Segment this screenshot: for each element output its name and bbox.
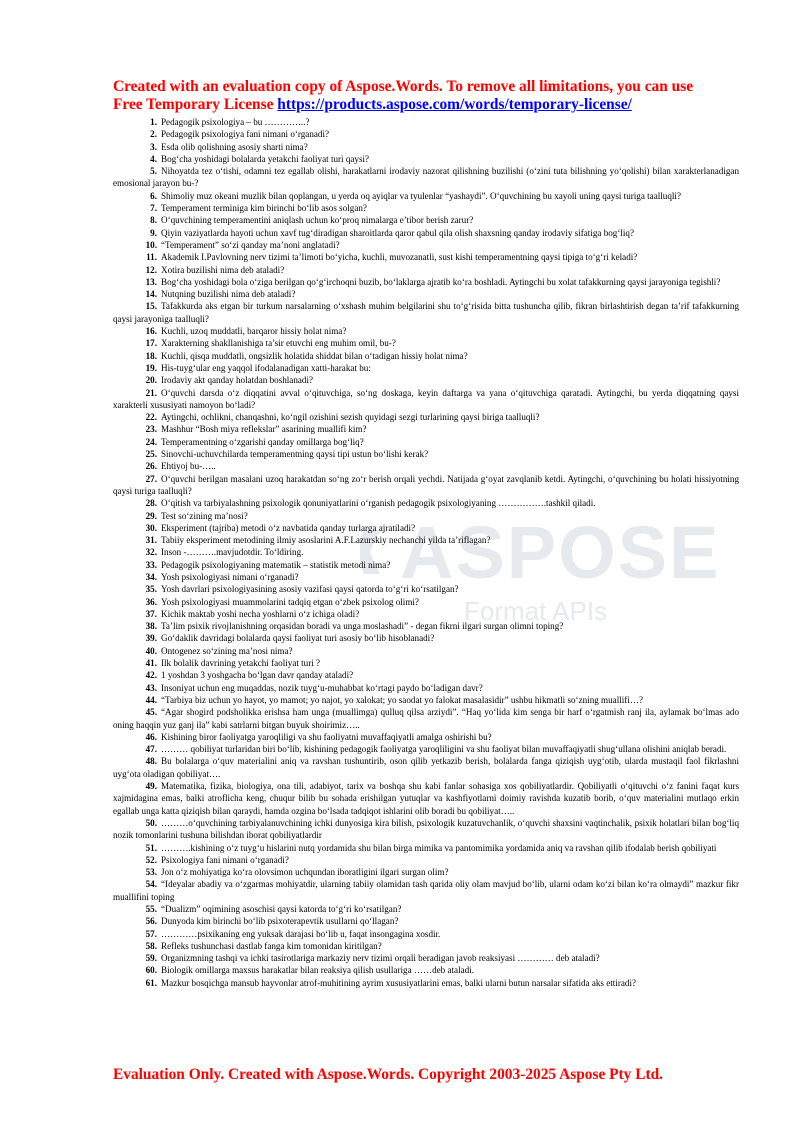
evaluation-notice: Created with an evaluation copy of Aspose.Words. To remove all limitations, you can use Free Temporary License: [113, 78, 694, 113]
question-item: [113, 977, 739, 989]
question-item: [113, 374, 739, 386]
question-item: [113, 350, 739, 362]
question-item: [113, 214, 739, 226]
question-item: [113, 497, 739, 509]
question-text: Nihoyatda tez oʻtishi, odamni tez egallab olishi, harakatlarni irodaviy nazorat qilishning buzilishi (oʻzini tuta bilishning yoʻqolishi) bilan xarakterlanadigan emosional jarayon bu-?: [113, 166, 739, 189]
question-text: …………psixikaning eng yuksak darajasi boʻlib u, faqat insongagina xosdir.: [161, 928, 441, 939]
question-item: [113, 546, 739, 558]
question-number: 21.: [145, 387, 157, 398]
question-number: 47.: [145, 744, 157, 755]
question-number: 1.: [150, 117, 157, 127]
question-number: 48.: [145, 756, 157, 767]
question-text: Biologik omillarga maxsus harakatlar bilan reaksiya qilish usullariga ……deb ataladi.: [161, 965, 474, 976]
question-text: Kichik maktab yoshi necha yoshlarni oʻz ichiga oladi?: [161, 608, 360, 619]
question-number: 16.: [145, 326, 157, 337]
question-number: 12.: [145, 264, 157, 275]
question-text: Yosh psixologiyasi muammolarini tadqiq etgan oʻzbek psixolog olimi?: [161, 596, 419, 607]
question-text: Insoniyat uchun eng muqaddas, nozik tuygʻu-muhabbat koʻrtagi paydo boʻladigan davr?: [161, 682, 483, 693]
question-text: Kuchli, qisqa muddatli, ongsizlik holatida shiddat bilan oʻtadigan hissiy holat nima?: [161, 350, 468, 361]
question-text: Oʻquvchi darsda oʻz diqqatini avval oʻqituvchiga, soʻng doskaga, keyin daftarga va yana oʻqituvchiga qaratadi. Aytingchi, bu yerda diqqatning qaysi xarakterli xususiyati namoyon boʻladi?: [113, 387, 739, 410]
question-number: 10.: [145, 239, 157, 250]
question-item: [113, 300, 739, 325]
question-text: Nutqning buzilishi nima deb ataladi?: [161, 289, 296, 300]
question-number: 34.: [145, 571, 157, 582]
question-number: 58.: [145, 940, 157, 951]
question-item: [113, 608, 739, 620]
question-text: ……….kishining oʻz tuygʻu hislarini nutq yordamida shu bilan birga mimika va pantomimika yordamida aniq va ravshan qilib ifodalab berish qobiliyati: [161, 842, 717, 853]
question-item: [113, 928, 739, 940]
question-number: 20.: [145, 375, 157, 386]
question-item: [113, 436, 739, 448]
question-item: [113, 952, 739, 964]
question-number: 22.: [145, 412, 157, 423]
question-number: 28.: [145, 498, 157, 509]
question-number: 11.: [146, 252, 157, 263]
question-text: Kishining biror faoliyatga yaroqliligi va shu faoliyatni muvaffaqiyatli amalga oshirishi bu?: [161, 731, 492, 742]
question-number: 30.: [145, 522, 157, 533]
question-number: 2.: [150, 129, 157, 140]
question-item: [113, 854, 739, 866]
question-text: Refleks tushunchasi dastlab fanga kim tomonidan kiritilgan?: [161, 940, 382, 951]
question-text: Oʻqitish va tarbiyalashning psixologik qonuniyatlarini oʻrganish pedagogik psixologiyaning …………….tashkil qiladi.: [161, 498, 596, 509]
question-number: 39.: [145, 633, 157, 644]
question-item: [113, 571, 739, 583]
question-number: 18.: [145, 350, 157, 361]
question-text: Bogʻcha yoshidagi bola oʻziga berilgan qoʻgʻirchoqni buzib, boʻlaklarga ajratib koʻra boshladi. Aytingchi bu xolat tafakkurning qaysi jarayoniga tegishli?: [161, 276, 721, 287]
question-text: Ilk bolalik davrining yetakchi faoliyat turi ?: [161, 658, 321, 669]
question-item: [113, 583, 739, 595]
question-number: 19.: [145, 362, 157, 373]
question-number: 9.: [150, 227, 157, 238]
question-item: [113, 153, 739, 165]
question-text: Organizmning tashqi va ichki tasirotlariga markaziy nerv tizimi orqali beradigan javob reaksiyasi ………… deb ataladi?: [161, 953, 600, 964]
question-item: [113, 620, 739, 632]
question-number: 7.: [150, 203, 157, 214]
question-item: [113, 780, 739, 817]
question-text: Shimoliy muz okeani muzlik bilan qoplangan, u yerda oq ayiqlar va tyulenlar “yashaydi”. Oʻquvchining bu xayoli uning qaysi turiga taalluqli?: [161, 190, 681, 201]
question-list: [113, 116, 739, 989]
question-item: [113, 731, 739, 743]
question-text: Yosh davrlari psixologiyasining asosiy vazifasi qaysi qatorda toʻgʻri koʻrsatilgan?: [161, 584, 459, 595]
question-text: Kuchli, uzoq muddatli, barqaror hissiy holat nima?: [161, 326, 347, 337]
question-number: 8.: [150, 215, 157, 226]
question-text: Dunyoda kim birinchi boʻlib psixoterapevtik usullarni qoʻllagan?: [161, 916, 399, 927]
question-item: [113, 534, 739, 546]
question-text: Tabiiy eksperiment metodining ilmiy asoslarini A.F.Lazurskiy nechanchi yilda ta’riflagan?: [161, 535, 491, 546]
question-text: Mashhur “Bosh miya reflekslar” asarining muallifi kim?: [161, 424, 367, 435]
question-text: Irodaviy akt qanday holatdan boshlanadi?: [161, 375, 314, 386]
question-item: [113, 878, 739, 903]
question-text: “Tarbiya biz uchun yo hayot, yo mamot; yo najot, yo xalokat; yo saodat yo falokat masalasidir” ushbu hikmatli soʻzning muallifi…?: [161, 694, 643, 705]
question-item: [113, 866, 739, 878]
question-item: [113, 694, 739, 706]
question-item: [113, 755, 739, 780]
question-number: 52.: [145, 854, 157, 865]
question-number: 50.: [145, 817, 157, 828]
question-item: [113, 743, 739, 755]
question-text: Matematika, fizika, biologiya, ona tili, adabiyot, tarix va boshqa shu kabi fanlar sohasiga xos qobiliyatlardir. Qobiliyatli oʻqituvchi oʻz fanini faqat kurs xajmidagina emas, balki atroflicha keng, chuqur bilib bu sohada erishilgan yutuqlar va kashfiyotlarni doimiy ravishda kuzatib borib, oʻquv materialini mutlaqo erkin egallab unga katta qiziqish bilan qaraydi, hamda ozgina boʻlsada tadqiqot ishlarini olib boradi bu qobiliyat…..: [113, 781, 739, 816]
question-number: 13.: [145, 276, 157, 287]
question-text: Oʻquvchi berilgan masalani uzoq harakatdan soʻng zoʻr berish orqali yechdi. Natijada gʻoyat zavqlanib ketdi. Aytingchi, oʻquvchining bu holati hissiyotning qaysi turiga taalluqli?: [113, 473, 739, 496]
question-text: Goʻdaklik davridagi bolalarda qaysi faoliyat turi asosiy boʻlib hisoblanadi?: [161, 633, 435, 644]
question-text: “Dualizm” oqimining asoschisi qaysi katorda toʻgʻri koʻrsatilgan?: [161, 904, 402, 914]
question-text: Pedagogik psixologiya – bu …………..?: [161, 117, 310, 127]
question-text: Akademik I.Pavlovning nerv tizimi ta’limoti boʻyicha, kuchli, muvozanatli, sust kishi temperamentning qaysi tipiga toʻgʻri keladi?: [161, 252, 638, 263]
question-item: [113, 362, 739, 374]
question-number: 54.: [145, 879, 157, 890]
question-number: 29.: [145, 510, 157, 521]
question-item: [113, 669, 739, 681]
evaluation-footer: Evaluation Only. Created with Aspose.Words. Copyright 2003-2025 Aspose Pty Ltd.: [113, 1066, 663, 1083]
question-number: 15.: [145, 301, 157, 312]
question-text: ……… qobiliyat turlaridan biri boʻlib, kishining pedagogik faoliyatga yaroqliligini va shu faoliyat bilan muvaffaqiyatli shugʻullana olishini aniqlab beradi.: [161, 744, 727, 755]
question-item: [113, 325, 739, 337]
question-number: 46.: [145, 731, 157, 742]
question-text: Yosh psixologiyasi nimani oʻrganadi?: [161, 571, 299, 582]
question-text: Eksperiment (tajriba) metodi oʻz navbatida qanday turlarga ajratiladi?: [161, 522, 416, 533]
question-item: [113, 817, 739, 842]
question-text: Pedagogik psixologiyaning matematik – statistik metodi nima?: [161, 559, 391, 570]
watermark-brand: ASPOSE: [400, 511, 721, 594]
question-text: Esda olib qolishning asosiy sharti nima?: [161, 141, 308, 152]
question-text: Temperamentning oʻzgarishi qanday omillarga bogʻliq?: [161, 436, 364, 447]
question-item: [113, 411, 739, 423]
question-text: Test soʻzining ma’nosi?: [161, 510, 248, 521]
question-number: 37.: [145, 608, 157, 619]
question-number: 6.: [150, 190, 157, 201]
question-text: Ehtiyoj bu-…..: [161, 461, 216, 472]
question-item: [113, 387, 739, 412]
question-item: [113, 964, 739, 976]
question-item: [113, 165, 739, 190]
question-item: [113, 116, 739, 128]
question-item: [113, 264, 739, 276]
question-text: Mazkur bosqichga mansub hayvonlar atrof-muhitining ayrim xususiyatlarini emas, balki ularni butun narsalar sifatida aks ettiradi?: [161, 977, 637, 988]
question-number: 17.: [145, 338, 157, 349]
question-item: [113, 276, 739, 288]
question-item: [113, 337, 739, 349]
question-text: His-tuygʻular eng yaqqol ifodalanadigan xatti-harakat bu:: [161, 362, 371, 373]
question-text: “Agar shogird podsholikka erishsa ham unga (muallimga) qulluq qilsa arziydi”. “Haq yoʻlida kim senga bir harf oʻrgatmish ranj ila, aylamak boʻlmas ado oning haqqin yuz ganj ila” kabi satrlarni bitgan buyuk shoirimiz…..: [113, 707, 739, 730]
question-number: 4.: [150, 153, 157, 164]
question-text: Temperament terminiga kim birinchi boʻlib asos solgan?: [161, 203, 367, 214]
question-item: [113, 460, 739, 472]
question-number: 42.: [145, 670, 157, 681]
question-item: [113, 128, 739, 140]
question-item: [113, 190, 739, 202]
question-text: ………oʻquvchining tarbiyalanuvchining ichki dunyosiga kira bilish, psixologik kuzatuvchanlik, oʻquvchi shaxsini vaqtinchalik, psixik holatlari bilan bogʻliq nozik tomonlarini tushuna bilishdan iborat qobiliyatlardir: [113, 817, 739, 841]
question-number: 56.: [145, 916, 157, 927]
question-number: 38.: [145, 621, 157, 632]
question-item: [113, 940, 739, 952]
question-text: Bogʻcha yoshidagi bolalarda yetakchi faoliyat turi qaysi?: [161, 153, 370, 164]
question-text: 1 yoshdan 3 yoshgacha boʻlgan davr qanday ataladi?: [161, 670, 354, 681]
question-number: 41.: [145, 658, 157, 669]
question-number: 45.: [145, 707, 157, 718]
question-number: 36.: [145, 596, 157, 607]
question-number: 57.: [145, 928, 157, 939]
question-number: 31.: [145, 535, 157, 546]
evaluation-header: [113, 78, 713, 114]
question-text: Jon oʻz mohiyatiga koʻra olovsimon uchqundan iboratligini ilgari surgan olim?: [161, 867, 449, 878]
question-item: [113, 559, 739, 571]
question-number: 33.: [145, 559, 157, 570]
question-item: [113, 596, 739, 608]
question-number: 26.: [145, 461, 157, 472]
question-number: 25.: [145, 449, 157, 460]
watermark-tagline: Format APIs: [464, 596, 608, 626]
question-item: [113, 141, 739, 153]
question-text: “Ideyalar abadiy va oʻzgarmas mohiyatdir, ularning tabiiy olamidan tash qarida oliy olam mavjud boʻlib, ularni odam koʻzi bilan koʻra olmaydi” mazkur fikr muallifini toping: [113, 879, 739, 902]
question-number: 59.: [145, 953, 157, 964]
question-number: 49.: [145, 781, 157, 792]
question-item: [113, 473, 739, 498]
question-text: “Temperament” soʻzi qanday ma’noni anglatadi?: [161, 239, 340, 250]
question-number: 14.: [145, 289, 157, 300]
question-item: [113, 915, 739, 927]
question-number: 35.: [145, 584, 157, 595]
question-item: [113, 288, 739, 300]
question-number: 43.: [145, 682, 157, 693]
question-text: Xotira buzilishi nima deb ataladi?: [161, 264, 285, 275]
question-number: 44.: [145, 694, 157, 705]
question-item: [113, 657, 739, 669]
question-text: Xarakterning shakllanishiga ta’sir etuvchi eng muhim omil, bu-?: [161, 338, 396, 349]
question-text: Psixologiya fani nimani oʻrganadi?: [161, 854, 289, 865]
question-number: 27.: [145, 473, 157, 484]
question-text: Inson -……….mavjudotdir. Toʻldiring.: [161, 547, 304, 558]
question-number: 51.: [145, 842, 157, 853]
question-text: Ontogenez soʻzining ma’nosi nima?: [161, 645, 293, 656]
question-item: [113, 706, 739, 731]
question-item: [113, 202, 739, 214]
question-number: 61.: [145, 977, 157, 988]
question-item: [113, 239, 739, 251]
question-item: [113, 423, 739, 435]
question-item: [113, 251, 739, 263]
question-number: 32.: [145, 547, 157, 558]
question-text: Sinovchi-uchuvchilarda temperamentning qaysi tipi ustun boʻlishi kerak?: [161, 449, 429, 460]
question-text: Aytingchi, ochlikni, chanqashni, koʻngil ozishini sezish quyidagi sezgi turlarining qaysi biriga taalluqli?: [161, 412, 540, 423]
question-number: 3.: [150, 141, 157, 152]
question-item: [113, 842, 739, 854]
question-number: 23.: [145, 424, 157, 435]
question-number: 24.: [145, 436, 157, 447]
question-text: Oʻquvchining temperamentini aniqlash uchun koʻproq nimalarga e’tibor berish zarur?: [161, 215, 474, 226]
question-text: Qiyin vaziyatlarda hayoti uchun xavf tugʻdiradigan sharoitlarda qaror qabul qila olish shaxsning qanday irodaviy sifatiga bogʻliq?: [161, 227, 634, 238]
question-text: Tafakkurda aks etgan bir turkum narsalarning oʻxshash muhim belgilarini shu toʻgʻrisida bitta tushuncha qilib, fikran birlashtirish degan ta’rif tafakkurning qaysi jarayoniga taalluqli?: [113, 301, 739, 324]
question-item: [113, 227, 739, 239]
question-item: [113, 448, 739, 460]
question-number: 60.: [145, 965, 157, 976]
question-number: 53.: [145, 867, 157, 878]
question-number: 5.: [150, 166, 157, 177]
question-item: [113, 632, 739, 644]
question-item: [113, 682, 739, 694]
question-text: Pedagogik psixologiya fani nimani oʻrganadi?: [161, 129, 330, 140]
question-number: 40.: [145, 645, 157, 656]
question-text: Ta’lim psixik rivojlanishning orqasidan boradi va unga moslashadi” - degan fikrni ilgari surgan olimni toping?: [161, 621, 564, 632]
question-item: [113, 522, 739, 534]
question-item: [113, 510, 739, 522]
question-item: [113, 645, 739, 657]
question-text: Bu bolalarga oʻquv materialini aniq va ravshan tushuntirib, oson qilib yetkazib berish, bolalarda fanga qiziqish uygʻotib, ularda mustaqil faol fikrlashni uygʻota oladigan qobiliyat….: [113, 756, 739, 779]
question-number: 55.: [145, 904, 157, 914]
temporary-license-link[interactable]: https://products.aspose.com/words/temporary-license/: [277, 96, 632, 113]
question-item: [113, 903, 739, 915]
